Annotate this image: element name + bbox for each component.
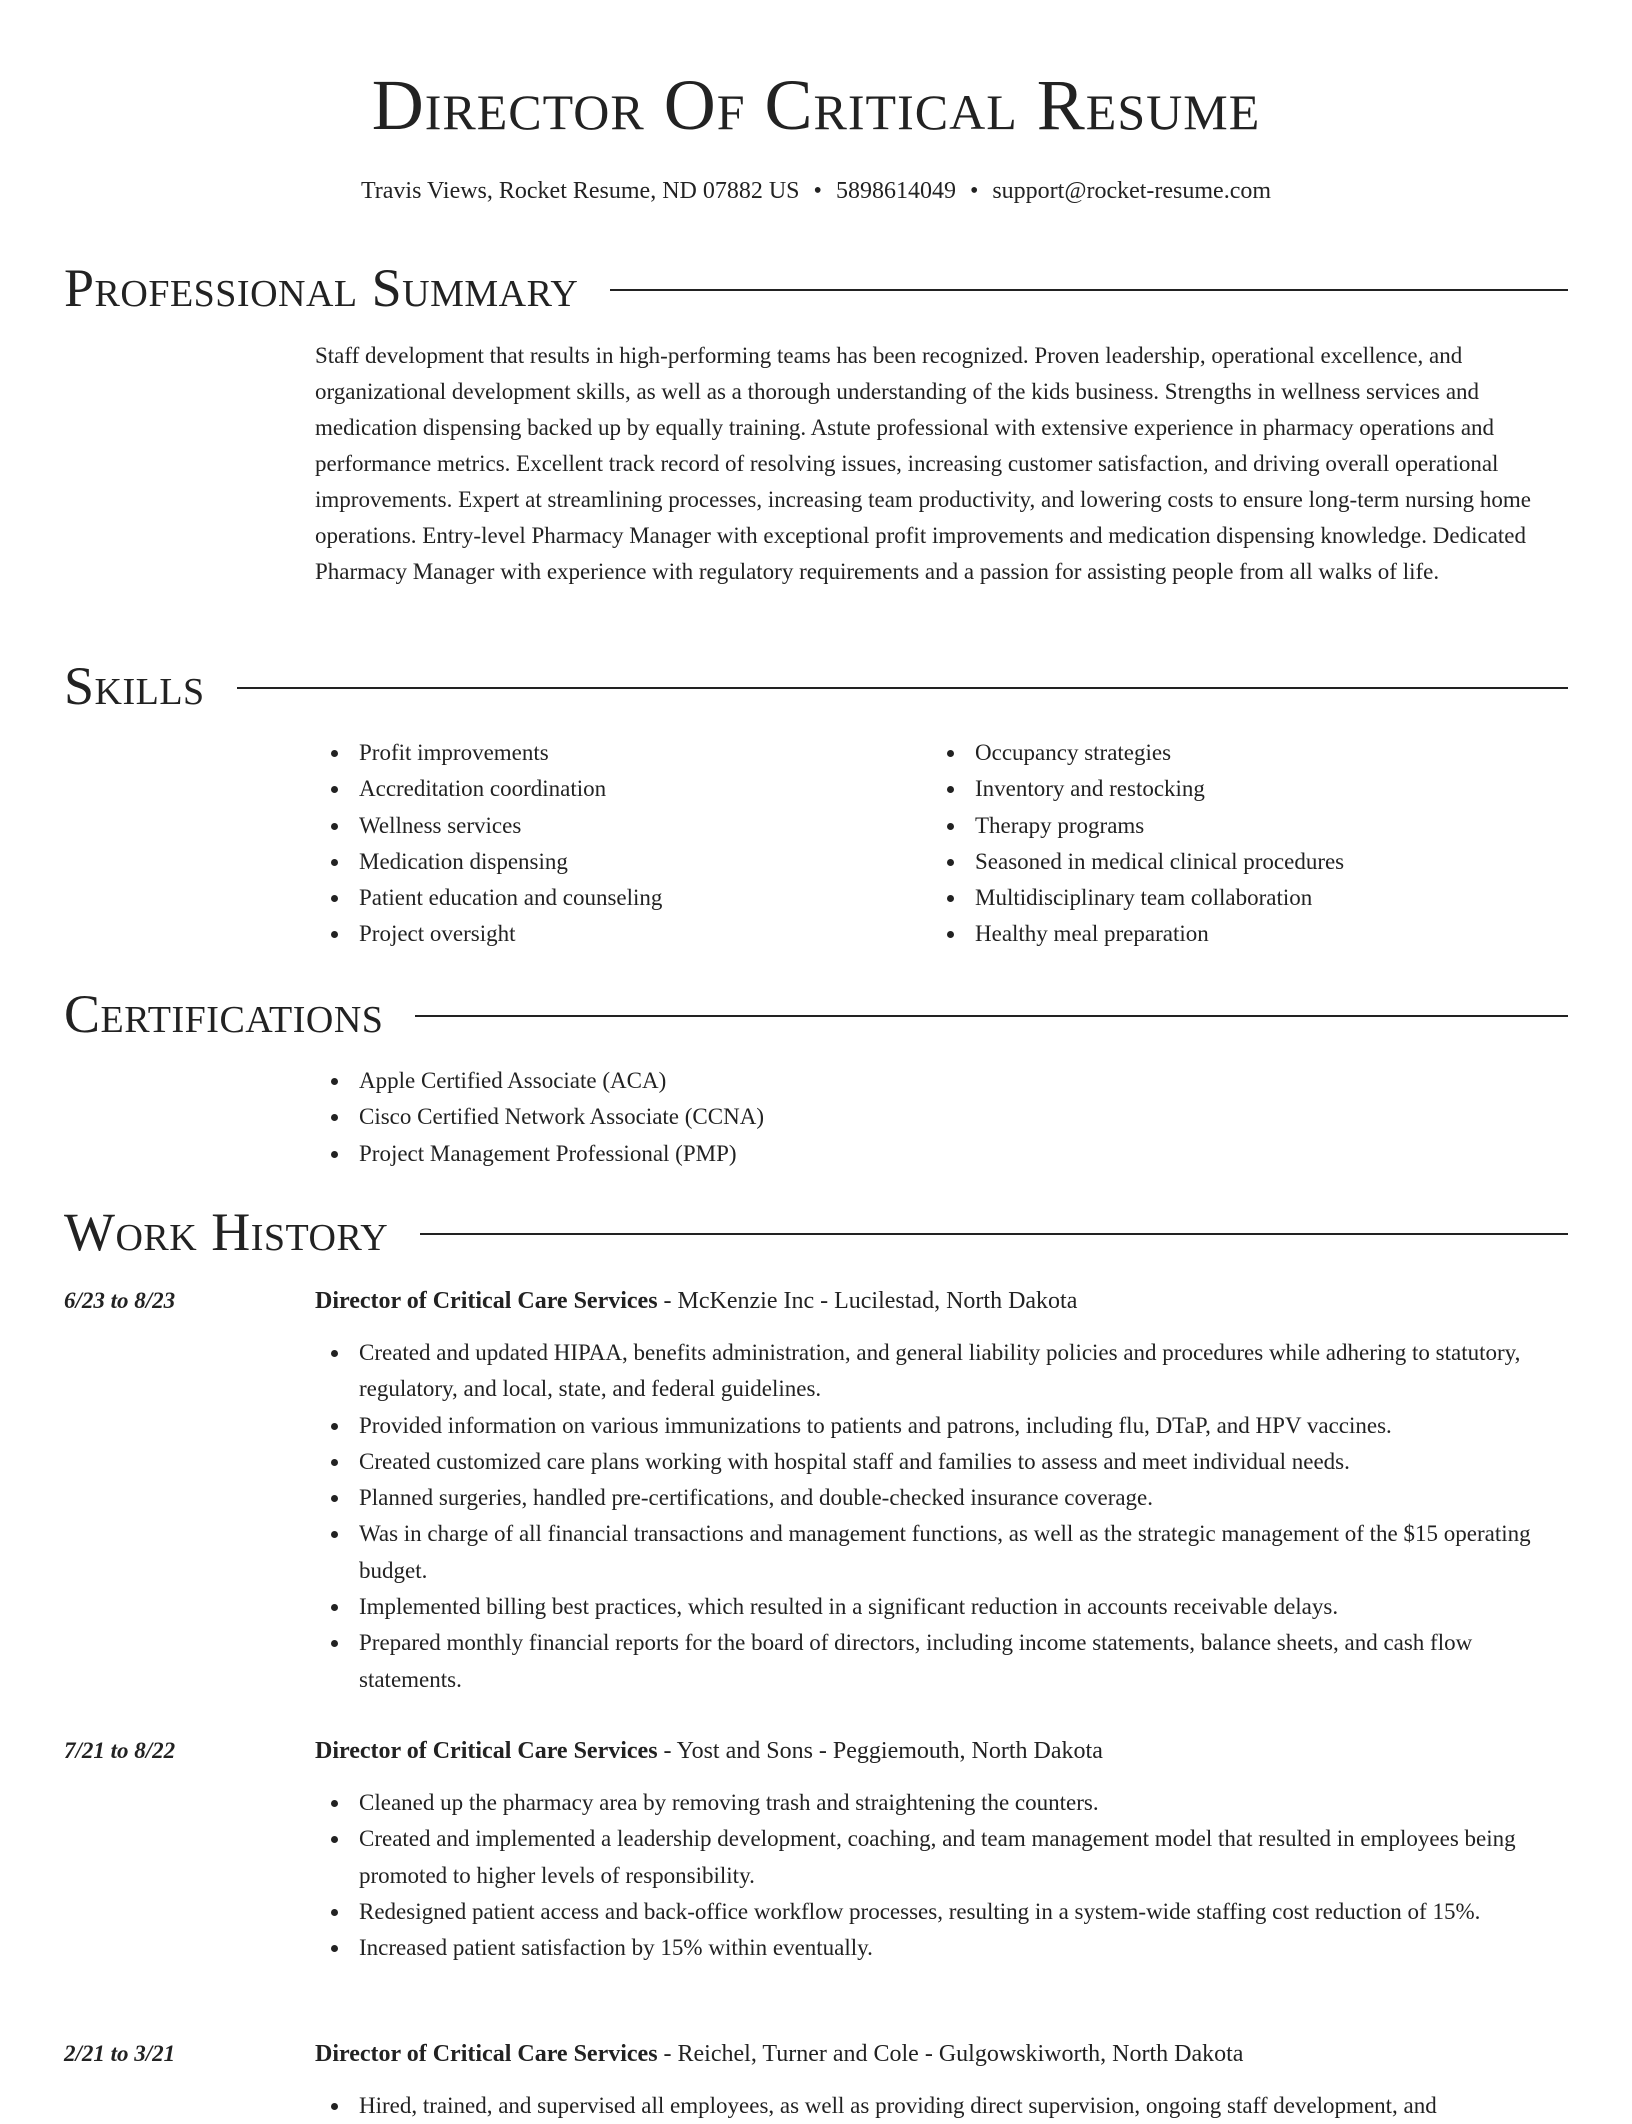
job-title: Director of Critical Care Services	[315, 1288, 658, 1314]
skills-list-left	[315, 735, 915, 953]
job-title-line	[315, 1733, 1103, 1769]
certifications-heading-text: Certifications	[64, 984, 384, 1044]
contact-phone: 5898614049	[835, 178, 956, 204]
contact-address: Travis Views, Rocket Resume, ND 07882 US	[360, 178, 800, 204]
summary-section-heading	[64, 256, 1568, 320]
section-rule	[420, 1233, 1568, 1235]
responsibility-item: Increased patient satisfaction by 15% within eventually.	[315, 1930, 1568, 1966]
work-history-heading-text: Work History	[64, 1202, 389, 1262]
job-title: Director of Critical Care Services	[315, 2041, 658, 2067]
skill-item: Project oversight	[315, 916, 915, 952]
summary-text: Staff development that results in high-performing teams has been recognized. Proven leadership, operational excellence, and organizational development skills, as well as a thorough understanding of the kids business. Strengths in wellness services and medication dispensing backed up by equally training. Astute professional with extensive experience in pharmacy operations and performance metrics. Excellent track record of resolving issues, increasing customer satisfaction, and driving overall operational improvements. Expert at streamlining processes, increasing team productivity, and lowering costs to ensure long-term nursing home operations. Entry-level Pharmacy Manager with exceptional profit improvements and medication dispensing knowledge. Dedicated Pharmacy Manager with experience with regulatory requirements and a passion for assisting people from all walks of life.	[315, 343, 1531, 584]
section-rule	[237, 687, 1568, 689]
skill-item: Inventory and restocking	[931, 771, 1531, 807]
job-title-line	[315, 1283, 1077, 1319]
responsibility-item: Implemented billing best practices, which resulted in a significant reduction in accounts receivable delays.	[315, 1589, 1568, 1625]
responsibility-item: Prepared monthly financial reports for the board of directors, including income statements, balance sheets, and cash flow statements.	[315, 1625, 1568, 1698]
job-responsibilities	[315, 1785, 1568, 1966]
certification-item: Apple Certified Associate (ACA)	[315, 1063, 1568, 1099]
contact-line	[0, 174, 1632, 208]
responsibility-item: Created and implemented a leadership development, coaching, and team management model that resulted in employees being promoted to higher levels of responsibility.	[315, 1821, 1568, 1894]
job-employer: - Yost and Sons - Peggiemouth, North Dakota	[657, 1738, 1103, 1764]
skills-heading-text: Skills	[64, 656, 205, 716]
job-dates: 2/21 to 3/21	[64, 2041, 176, 2066]
job-title-line	[315, 2036, 1243, 2072]
job-title: Director of Critical Care Services	[315, 1738, 658, 1764]
job-employer: - McKenzie Inc - Lucilestad, North Dakota	[657, 1288, 1078, 1314]
skill-item: Profit improvements	[315, 735, 915, 771]
certification-item: Project Management Professional (PMP)	[315, 1136, 1568, 1172]
certification-item: Cisco Certified Network Associate (CCNA)	[315, 1099, 1568, 1135]
skills-section-heading	[64, 654, 1568, 718]
responsibility-item: Redesigned patient access and back-office workflow processes, resulting in a system-wide staffing cost reduction of 15%.	[315, 1894, 1568, 1930]
skill-item: Therapy programs	[931, 808, 1531, 844]
job-responsibilities	[315, 1335, 1568, 1698]
skill-item: Healthy meal preparation	[931, 916, 1531, 952]
responsibility-item: Cleaned up the pharmacy area by removing trash and straightening the counters.	[315, 1785, 1568, 1821]
job-responsibilities	[315, 2088, 1568, 2124]
skill-item: Accreditation coordination	[315, 771, 915, 807]
section-rule	[610, 289, 1568, 291]
contact-separator: •	[969, 178, 979, 204]
skill-item: Wellness services	[315, 808, 915, 844]
resume-name: Director Of Critical Resume	[371, 65, 1261, 145]
skill-item: Multidisciplinary team collaboration	[931, 880, 1531, 916]
responsibility-item: Provided information on various immunizations to patients and patrons, including flu, DTaP, and HPV vaccines.	[315, 1408, 1568, 1444]
certifications-section-heading	[64, 982, 1568, 1046]
skill-item: Occupancy strategies	[931, 735, 1531, 771]
job-dates: 7/21 to 8/22	[64, 1738, 176, 1763]
responsibility-item: Hired, trained, and supervised all employees, as well as providing direct supervision, ongoing staff development, and	[315, 2088, 1568, 2124]
section-rule	[415, 1015, 1568, 1017]
skill-item: Medication dispensing	[315, 844, 915, 880]
responsibility-item: Was in charge of all financial transactions and management functions, as well as the strategic management of the $15 operating budget.	[315, 1516, 1568, 1589]
job-employer: - Reichel, Turner and Cole - Gulgowskiworth, North Dakota	[657, 2041, 1244, 2067]
skill-item: Seasoned in medical clinical procedures	[931, 844, 1531, 880]
responsibility-item: Planned surgeries, handled pre-certifications, and double-checked insurance coverage.	[315, 1480, 1568, 1516]
skill-item: Patient education and counseling	[315, 880, 915, 916]
skills-list-right	[931, 735, 1531, 953]
responsibility-item: Created and updated HIPAA, benefits administration, and general liability policies and procedures while adhering to statutory, regulatory, and local, state, and federal guidelines.	[315, 1335, 1568, 1408]
job-dates: 6/23 to 8/23	[64, 1288, 176, 1313]
work-history-section-heading	[64, 1200, 1568, 1264]
contact-separator: •	[813, 178, 822, 204]
responsibility-item: Created customized care plans working with hospital staff and families to assess and meet individual needs.	[315, 1444, 1568, 1480]
certifications-list	[315, 1063, 1568, 1172]
contact-email: support@rocket-resume.com	[992, 178, 1272, 204]
summary-heading-text: Professional Summary	[64, 258, 579, 318]
